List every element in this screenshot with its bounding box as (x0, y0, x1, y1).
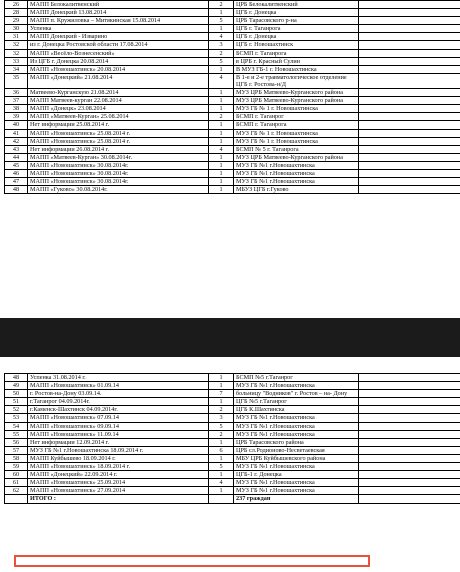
row-empty-cell (359, 121, 460, 129)
row-empty-cell (359, 137, 460, 145)
row-count: 6 (209, 446, 234, 454)
row-number: 49 (5, 382, 28, 390)
row-hospital: ЦРБ сл.Родионово-Несветаевская (234, 446, 359, 454)
row-number: 54 (5, 422, 28, 430)
row-number: 58 (5, 454, 28, 462)
row-count: 5 (209, 463, 234, 471)
table-row (5, 49, 460, 57)
row-count: 1 (209, 9, 234, 17)
row-empty-cell (359, 73, 460, 88)
row-hospital: В 1-е и 2-е травматологическое отделение ЦГБ г. Ростова-н/Д (234, 73, 359, 88)
row-number: 47 (5, 178, 28, 186)
document-page-bottom (0, 357, 460, 572)
row-empty-cell (359, 25, 460, 33)
row-number: 26 (5, 1, 28, 9)
total-highlight-box (14, 555, 370, 567)
row-number: 36 (5, 89, 28, 97)
row-route: МАПП Белокалитвенский (28, 1, 209, 9)
table-row (5, 382, 460, 390)
row-route: МАПП п. Кружиловка – Митякинская 15.08.2014 (28, 17, 209, 25)
row-number: 32 (5, 49, 28, 57)
row-empty-cell (359, 41, 460, 49)
table-row (5, 169, 460, 177)
table-row (5, 398, 460, 406)
table-row (5, 1, 460, 9)
row-number: 33 (5, 57, 28, 65)
row-empty-cell (359, 1, 460, 9)
row-hospital: МУЗ ГБ № 1 г. Новошахтинска (234, 137, 359, 145)
row-route: г.Таганрог 04.09.2014г. (28, 398, 209, 406)
row-route: МАПП «Гуково» 30.08.2014г. (28, 186, 209, 194)
row-number: 41 (5, 129, 28, 137)
table-row (5, 446, 460, 454)
row-count: 3 (209, 41, 234, 49)
row-count: 1 (209, 129, 234, 137)
row-hospital: ЦГБ г. Донецка (234, 9, 359, 17)
table-row (5, 121, 460, 129)
table-row (5, 105, 460, 113)
row-count: 1 (209, 105, 234, 113)
row-empty-cell (359, 178, 460, 186)
row-hospital: МУЗ ГБ № 1 г. Новошахтинска (234, 105, 359, 113)
row-number: 53 (5, 414, 28, 422)
row-count: 1 (209, 137, 234, 145)
row-empty-cell (359, 487, 460, 495)
table-row (5, 9, 460, 17)
row-route: МАПП «Новошахтинск» 09.09.14 (28, 422, 209, 430)
row-number: 45 (5, 161, 28, 169)
row-count: 4 (209, 33, 234, 41)
row-count: 4 (209, 145, 234, 153)
row-route: МАПП «Новошахтинск» 30.08.2014г. (28, 161, 209, 169)
row-empty-cell (359, 382, 460, 390)
row-hospital: БСМП № 5 г. Таганрога (234, 145, 359, 153)
row-hospital: МУЗ ГБ №1 г.Новошахтинска (234, 414, 359, 422)
row-empty-cell (359, 454, 460, 462)
table-row (5, 41, 460, 49)
row-route: Успенка 31.08.2014 г. (28, 374, 209, 382)
row-count: 1 (209, 186, 234, 194)
row-number: 43 (5, 145, 28, 153)
row-hospital: ЦРБ Тарасовского р-на (234, 17, 359, 25)
row-number: 29 (5, 17, 28, 25)
row-number: 40 (5, 121, 28, 129)
row-number: 56 (5, 438, 28, 446)
row-route: МАПП «Матвеев-Курган» 25.08.2014 (28, 113, 209, 121)
total-extra-cell (359, 495, 460, 503)
row-route: г.Каменск-Шахтинск 04.09.2014г. (28, 406, 209, 414)
row-number: 31 (5, 33, 28, 41)
row-hospital: БСМП г. Таганрог (234, 113, 359, 121)
row-hospital: МУЗ ГБ №1 г.Новошахтинска (234, 382, 359, 390)
row-empty-cell (359, 414, 460, 422)
row-count: 5 (209, 17, 234, 25)
row-route: МАПП «Донецкий» 22.09.2014 г. (28, 471, 209, 479)
row-hospital: МБУЗ ЦГБ г.Гуково (234, 186, 359, 194)
table-row (5, 374, 460, 382)
row-hospital: ЦРБ Белокалитвенский (234, 1, 359, 9)
row-empty-cell (359, 161, 460, 169)
row-hospital: БСМП г. Таганрога (234, 121, 359, 129)
row-route: МАПП «Новошахтинск» 20.08.2014 (28, 65, 209, 73)
table-row (5, 73, 460, 88)
row-route: МУЗ ГБ №1 г.Новошахтинска 18.09.2014 г. (28, 446, 209, 454)
row-hospital: МУЗ ГБ №1 г.Новошахтинска (234, 169, 359, 177)
row-number: 62 (5, 487, 28, 495)
row-hospital: ЦГБ г. Таганрога (234, 25, 359, 33)
row-count: 7 (209, 390, 234, 398)
row-count: 2 (209, 1, 234, 9)
table-row (5, 153, 460, 161)
row-count: 1 (209, 438, 234, 446)
row-number: 30 (5, 25, 28, 33)
table-row (5, 406, 460, 414)
table-row (5, 97, 460, 105)
row-route: МАПП Матвеев-курган 22.08.2014 (28, 97, 209, 105)
row-count: 1 (209, 169, 234, 177)
row-empty-cell (359, 398, 460, 406)
page-separator-band (0, 318, 460, 357)
row-hospital: в ЦРБ г. Красный Сулин (234, 57, 359, 65)
row-number: 38 (5, 105, 28, 113)
row-hospital: больницу "Водников" г. Ростов – на- Дону (234, 390, 359, 398)
row-number: 59 (5, 463, 28, 471)
table-row (5, 17, 460, 25)
table-row (5, 178, 460, 186)
table-row (5, 137, 460, 145)
table-row (5, 161, 460, 169)
row-number: 61 (5, 479, 28, 487)
total-value: 237 граждан (234, 495, 359, 503)
row-route: Нет информации 25.08.2014 г. (28, 121, 209, 129)
row-count: 1 (209, 487, 234, 495)
row-route: МАПП Куйбышево 18.09.2014 г. (28, 454, 209, 462)
row-hospital: МУЗ ГБ №1 г.Новошахтинска (234, 479, 359, 487)
row-number: 48 (5, 186, 28, 194)
registry-table-bottom (4, 373, 460, 504)
row-empty-cell (359, 97, 460, 105)
registry-table-top (4, 0, 460, 194)
row-count: 2 (209, 49, 234, 57)
row-hospital: ЦРБ Тарасовского района (234, 438, 359, 446)
row-empty-cell (359, 57, 460, 65)
row-hospital: ЦГБ г. Донецка (234, 33, 359, 41)
row-empty-cell (359, 446, 460, 454)
row-route: МАПП Донецкий 13.08.2014 (28, 9, 209, 17)
row-route: Нет информации 12.09.2014 г. (28, 438, 209, 446)
row-count: 1 (209, 161, 234, 169)
table-row (5, 89, 460, 97)
row-hospital: МУЗ ГБ № 1 г. Новошахтинска (234, 129, 359, 137)
row-hospital: МУЗ ГБ №1 г.Новошахтинска (234, 463, 359, 471)
row-hospital: МУЗ ЦРБ Матвеево-Курганского района (234, 89, 359, 97)
row-count: 3 (209, 414, 234, 422)
row-empty-cell (359, 406, 460, 414)
table-row (5, 113, 460, 121)
row-number: 52 (5, 406, 28, 414)
row-route: МАПП «Новошахтинск» 01.09.14 (28, 382, 209, 390)
table-row (5, 463, 460, 471)
row-hospital: МУЗ ЦРБ Матвеево-Курганского района (234, 153, 359, 161)
row-hospital: МУЗ ГБ №1 г.Новошахтинска (234, 430, 359, 438)
row-hospital: БСМП №5 г.Таганрог (234, 374, 359, 382)
row-number: 51 (5, 398, 28, 406)
row-route: МАПП «Матвеев-Курган» 30.08.2014г. (28, 153, 209, 161)
row-route: МАПП «Донецкий» 21.08.2014 (28, 73, 209, 88)
row-route: из г. Донецка Ростовской области 17.08.2014 (28, 41, 209, 49)
row-number: 55 (5, 430, 28, 438)
table-row (5, 430, 460, 438)
table-row (5, 454, 460, 462)
row-hospital: МБУ ЦРБ Куйбышевского района (234, 454, 359, 462)
row-hospital: МУЗ ГБ №1 г.Новошахтинска (234, 178, 359, 186)
row-route: МАПП Донецкий - Изварино (28, 33, 209, 41)
row-number: 42 (5, 137, 28, 145)
row-count: 1 (209, 398, 234, 406)
row-route: МАПП «Новошахтинск» 11.09.14 (28, 430, 209, 438)
total-count-cell (209, 495, 234, 503)
table-row (5, 129, 460, 137)
row-empty-cell (359, 105, 460, 113)
row-empty-cell (359, 153, 460, 161)
row-count: 5 (209, 57, 234, 65)
row-count: 1 (209, 121, 234, 129)
row-route: Нет информации 26.08.2014 г. (28, 145, 209, 153)
row-count: 1 (209, 65, 234, 73)
row-number: 32 (5, 41, 28, 49)
row-empty-cell (359, 113, 460, 121)
total-no-cell (5, 495, 28, 503)
row-number: 60 (5, 471, 28, 479)
row-route: МАПП «Новошахтинск» 30.08.2014г. (28, 178, 209, 186)
row-count: 4 (209, 479, 234, 487)
row-route: МАПП «Новошахтинск» 27.09.2014 (28, 487, 209, 495)
row-number: 50 (5, 390, 28, 398)
row-route: МАПП «Новошахтинск» 30.08.2014г. (28, 169, 209, 177)
row-count: 1 (209, 25, 234, 33)
row-count: 4 (209, 73, 234, 88)
row-number: 57 (5, 446, 28, 454)
row-route: МАПП «Донецк» 23.08.2014 (28, 105, 209, 113)
row-hospital: БСМП г. Таганрога (234, 49, 359, 57)
row-count: 2 (209, 113, 234, 121)
row-route: Из ЦГБ г. Донецка 20.08.2014 (28, 57, 209, 65)
row-count: 2 (209, 406, 234, 414)
row-empty-cell (359, 186, 460, 194)
row-count: 2 (209, 430, 234, 438)
row-count: 1 (209, 374, 234, 382)
table-row (5, 57, 460, 65)
row-empty-cell (359, 17, 460, 25)
table-row (5, 33, 460, 41)
row-hospital: МУЗ ГБ №1 г.Новошахтинска (234, 487, 359, 495)
row-hospital: МУЗ ГБ №1 г.Новошахтинска (234, 422, 359, 430)
row-number: 46 (5, 169, 28, 177)
table-row (5, 471, 460, 479)
row-empty-cell (359, 129, 460, 137)
row-empty-cell (359, 33, 460, 41)
row-hospital: ЦГБ №5 г.Таганрог (234, 398, 359, 406)
row-number: 37 (5, 97, 28, 105)
row-route: МАПП «Новошахтинск» 25.08.2014 г. (28, 137, 209, 145)
row-empty-cell (359, 89, 460, 97)
row-route: МАПП «Новошахтинск» 18.09.2014 г. (28, 463, 209, 471)
table-row (5, 438, 460, 446)
row-hospital: МУЗ ЦРБ Матвеево-Курганского района (234, 97, 359, 105)
row-route: МАПП «Новошахтинск» 25.08.2014 г. (28, 129, 209, 137)
table-row (5, 25, 460, 33)
table-row (5, 487, 460, 495)
table-row (5, 390, 460, 398)
row-number: 48 (5, 374, 28, 382)
row-empty-cell (359, 390, 460, 398)
table-row (5, 186, 460, 194)
row-empty-cell (359, 169, 460, 177)
total-row (5, 495, 460, 503)
row-route: Матвеево-Курганскую 21.08.2014 (28, 89, 209, 97)
row-empty-cell (359, 49, 460, 57)
row-empty-cell (359, 438, 460, 446)
row-hospital: ЦГБ К.Шахтинска (234, 406, 359, 414)
row-count: 1 (209, 454, 234, 462)
row-number: 34 (5, 65, 28, 73)
table-row (5, 422, 460, 430)
total-label: ИТОГО : (28, 495, 209, 503)
row-empty-cell (359, 145, 460, 153)
row-count: 1 (209, 97, 234, 105)
row-empty-cell (359, 479, 460, 487)
row-empty-cell (359, 422, 460, 430)
row-count: 1 (209, 178, 234, 186)
table-row (5, 145, 460, 153)
row-empty-cell (359, 430, 460, 438)
row-hospital: В МУЗ ГБ-1 г. Новошахтинска (234, 65, 359, 73)
row-empty-cell (359, 463, 460, 471)
row-route: МАПП «Новошахтинск» 25.09.2014 (28, 479, 209, 487)
table-row (5, 479, 460, 487)
row-number: 28 (5, 9, 28, 17)
table-row (5, 414, 460, 422)
row-route: г. Ростов-на-Дону 03.09.14. (28, 390, 209, 398)
row-hospital: ЦГБ г. Новошахтинск (234, 41, 359, 49)
row-count: 1 (209, 471, 234, 479)
row-count: 1 (209, 153, 234, 161)
row-hospital: ЦГБ-1 г. Донецка (234, 471, 359, 479)
row-number: 35 (5, 73, 28, 88)
row-count: 5 (209, 422, 234, 430)
row-empty-cell (359, 374, 460, 382)
row-empty-cell (359, 9, 460, 17)
row-route: Успенка (28, 25, 209, 33)
row-empty-cell (359, 65, 460, 73)
row-count: 1 (209, 89, 234, 97)
row-number: 39 (5, 113, 28, 121)
row-hospital: МУЗ ГБ №1 г.Новошахтинска (234, 161, 359, 169)
row-route: МАПП «Весёло-Вознесенский» (28, 49, 209, 57)
row-number: 44 (5, 153, 28, 161)
table-row (5, 65, 460, 73)
row-empty-cell (359, 471, 460, 479)
row-route: МАПП «Новошахтинск» 07.09.14 (28, 414, 209, 422)
row-count: 1 (209, 382, 234, 390)
